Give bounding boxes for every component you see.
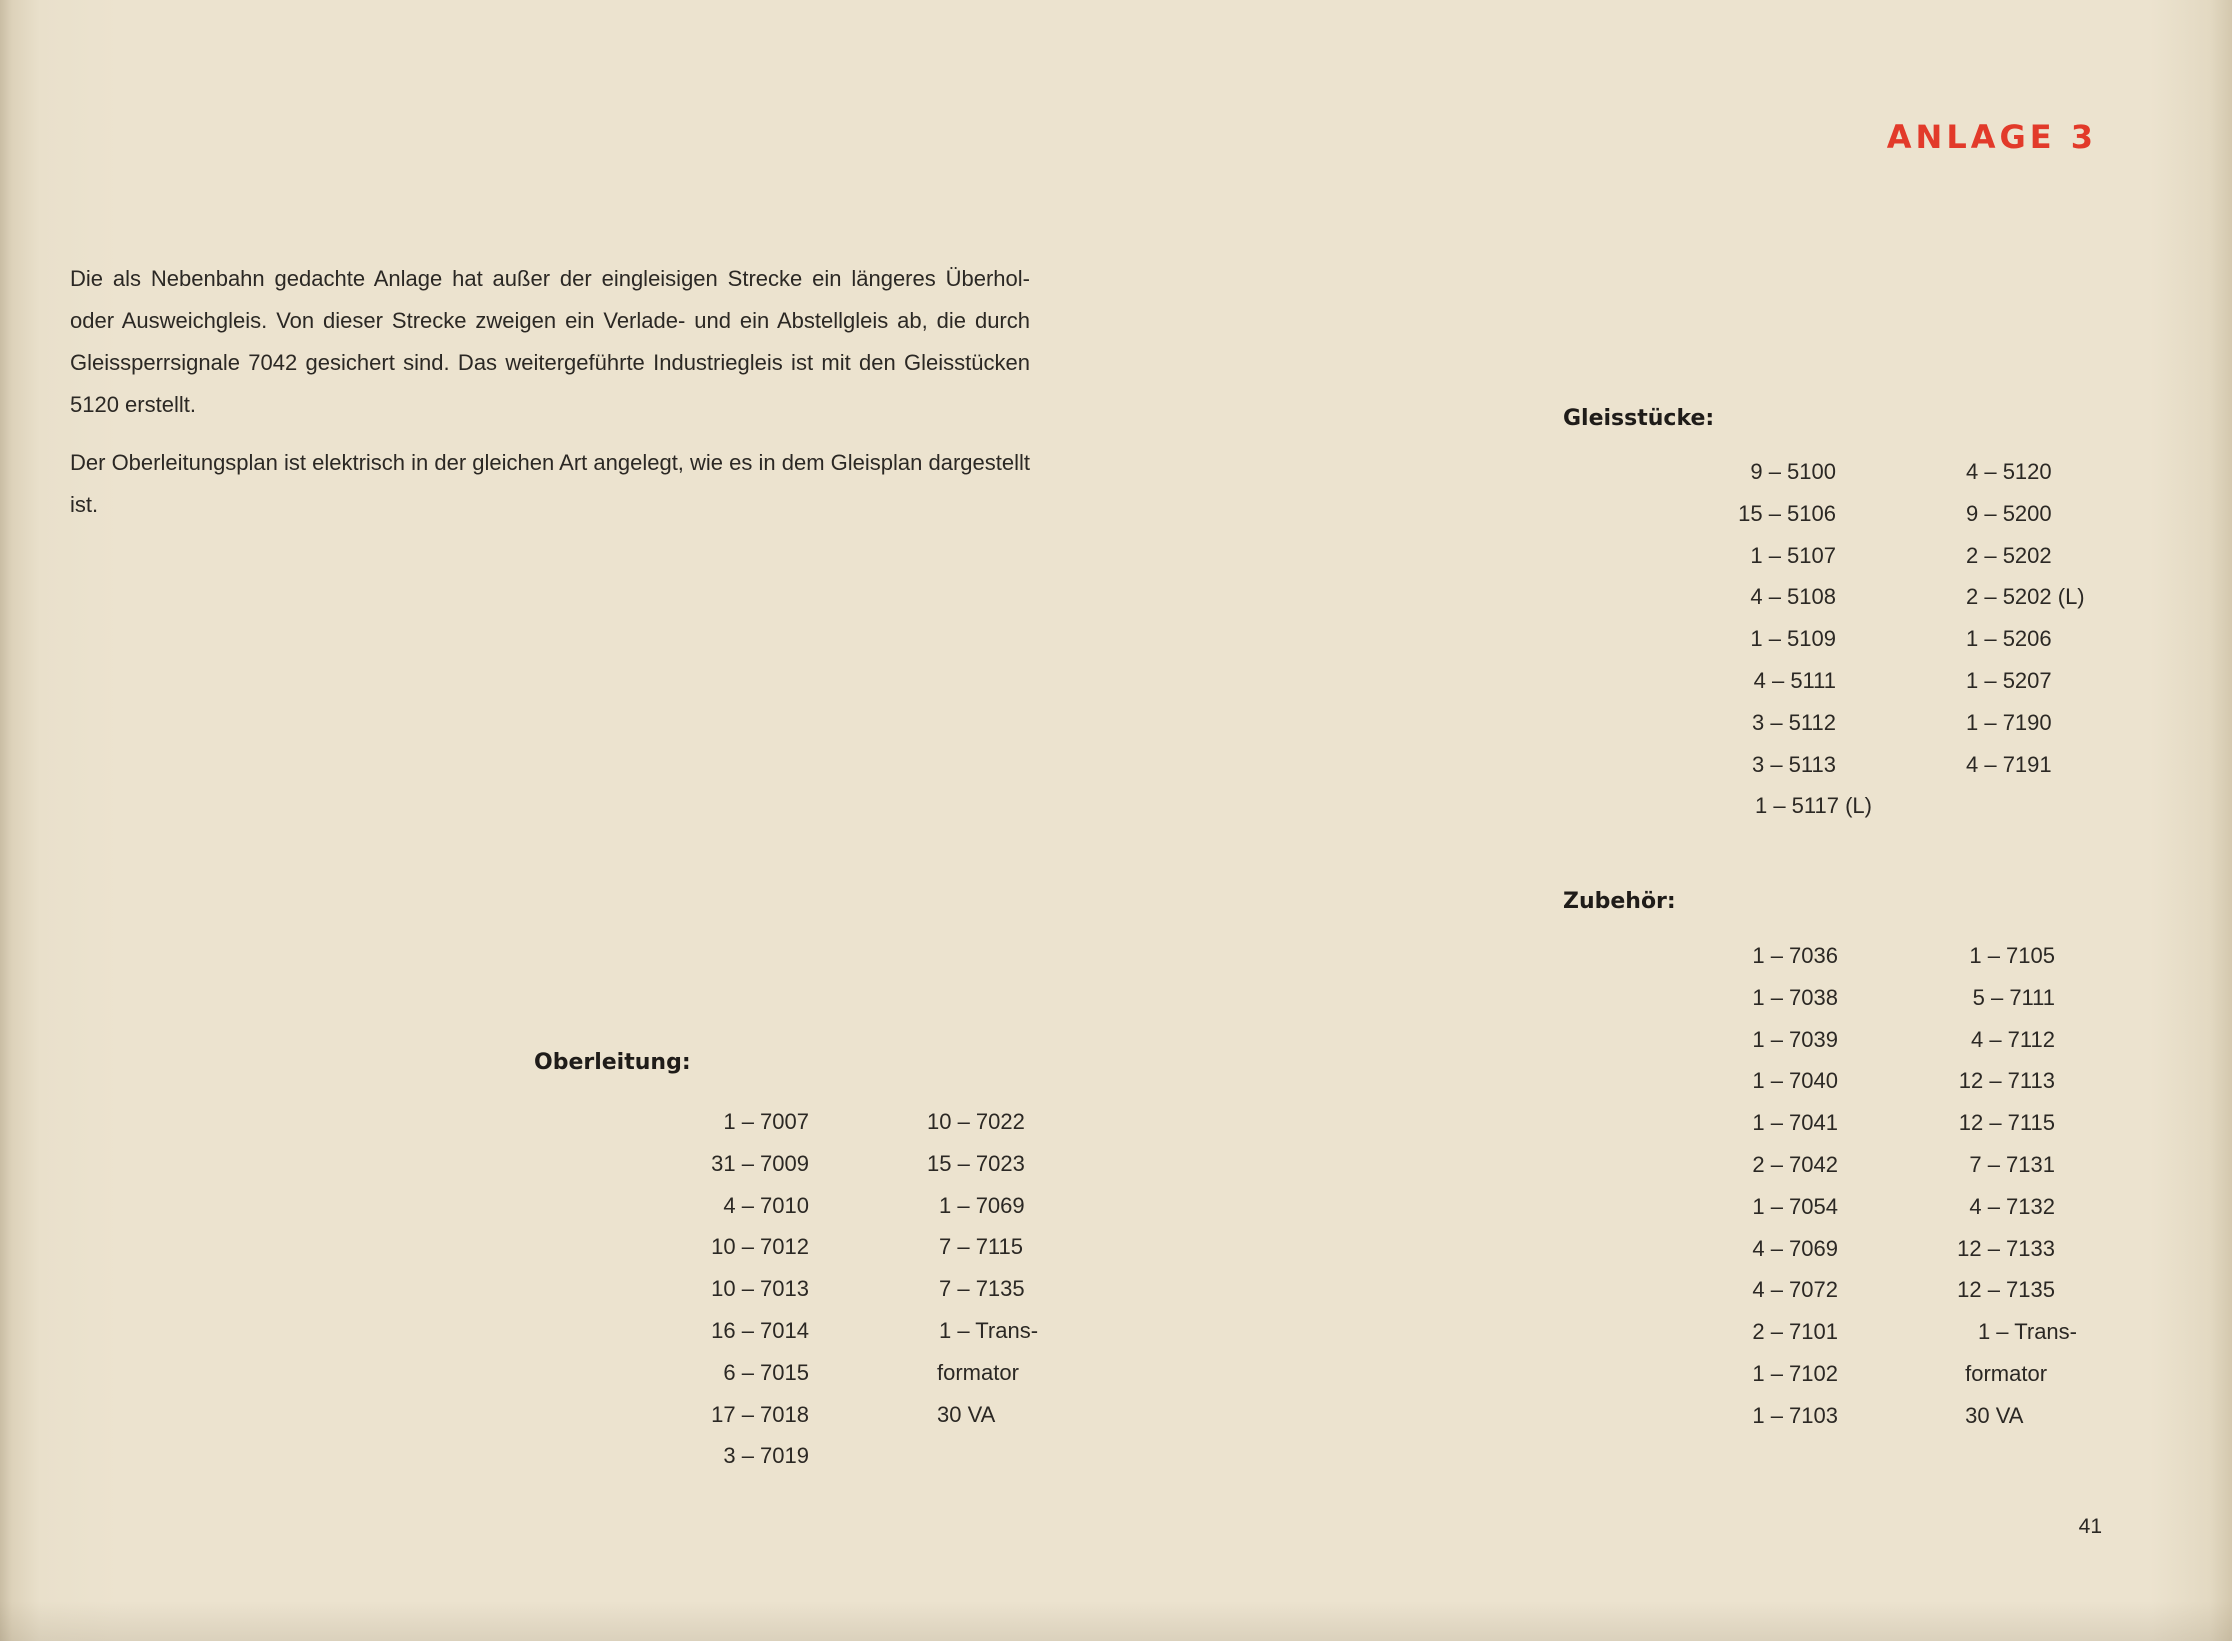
oberleitung-col1	[711, 1101, 809, 1477]
page-number: 41	[2078, 1515, 2102, 1538]
list-item: 1 – 5109	[1750, 626, 1836, 652]
intro-paragraph-2: Der Oberleitungsplan ist elektrisch in der gleichen Art angelegt, wie es in dem Gleisplan dargestellt ist.	[70, 450, 1030, 517]
list-item: 30 VA	[1965, 1402, 2024, 1428]
list-item: 1 – 7038	[1752, 984, 1838, 1010]
list-item: 5 – 7111	[1972, 984, 2055, 1010]
list-item: 7 – 7135	[939, 1276, 1025, 1302]
list-item: 10 – 7013	[711, 1276, 809, 1302]
list-item: 1 – 7103	[1752, 1402, 1838, 1428]
list-item: 4 – 7069	[1752, 1235, 1838, 1261]
list-item: 1 – 5107	[1750, 542, 1836, 568]
list-item: 12 – 7115	[1958, 1110, 2055, 1136]
oberleitung-col2	[927, 1101, 1038, 1435]
list-item: 1 – Trans-	[1977, 1319, 2077, 1345]
list-item: 1 – 7102	[1752, 1360, 1838, 1386]
list-item: 3 – 5113	[1751, 751, 1836, 777]
list-item: 2 – 5202 (L)	[1966, 584, 2085, 610]
list-item: 9 – 5200	[1966, 500, 2052, 526]
list-item: 1 – 5117 (L)	[1754, 793, 1872, 819]
list-item: 1 – 7036	[1752, 943, 1838, 968]
list-item: 1 – 7190	[1966, 709, 2052, 735]
list-item: 31 – 7009	[711, 1150, 809, 1176]
list-item: 15 – 5106	[1738, 500, 1836, 526]
list-item: 2 – 7042	[1752, 1151, 1838, 1177]
list-item: 4 – 7191	[1966, 751, 2052, 777]
list-item: 2 – 7101	[1752, 1319, 1838, 1345]
zubehoer-col2	[1957, 935, 2077, 1437]
oberleitung-title: Oberleitung:	[534, 1050, 691, 1075]
list-item: 1 – 7041	[1752, 1110, 1838, 1136]
list-item: 12 – 7135	[1957, 1277, 2055, 1303]
list-item: 30 VA	[937, 1401, 996, 1427]
list-item: 9 – 5100	[1750, 459, 1836, 484]
list-item: 7 – 7115	[939, 1234, 1024, 1260]
intro-text	[70, 258, 1030, 542]
list-item: 4 – 5120	[1966, 459, 2052, 484]
list-item: 1 – 7069	[939, 1192, 1025, 1218]
list-item: formator	[1965, 1360, 2048, 1386]
list-item: 1 – 7039	[1752, 1026, 1838, 1052]
list-item: 1 – 7105	[1969, 943, 2055, 968]
list-item: 4 – 7072	[1752, 1277, 1838, 1303]
list-item: 4 – 7112	[1970, 1026, 2055, 1052]
list-item: 12 – 7113	[1958, 1068, 2055, 1094]
page-heading: ANLAGE 3	[1886, 118, 2097, 156]
list-item: 4 – 5108	[1750, 584, 1836, 610]
list-item: 1 – 5207	[1966, 667, 2052, 693]
list-item: 4 – 7010	[723, 1192, 809, 1218]
list-item: 1 – 5206	[1966, 626, 2052, 652]
gleisstuecke-title: Gleisstücke:	[1563, 406, 1715, 431]
list-item: 1 – Trans-	[939, 1317, 1039, 1343]
list-item: 17 – 7018	[711, 1401, 809, 1427]
list-item: 7 – 7131	[1969, 1151, 2055, 1177]
list-item: 1 – 7007	[723, 1109, 809, 1134]
gleisstuecke-col1	[1738, 451, 1872, 827]
list-item: 2 – 5202	[1966, 542, 2052, 568]
list-item: 10 – 7012	[711, 1234, 809, 1260]
page-edge-shadow	[0, 1601, 2232, 1641]
list-item: 12 – 7133	[1957, 1235, 2055, 1261]
zubehoer-col1	[1752, 935, 1838, 1437]
list-item: 6 – 7015	[723, 1359, 809, 1385]
zubehoer-title: Zubehör:	[1563, 889, 1676, 914]
list-item: 15 – 7023	[927, 1150, 1025, 1176]
list-item: 1 – 7040	[1752, 1068, 1838, 1094]
list-item: 4 – 5111	[1753, 667, 1836, 693]
list-item: 1 – 7054	[1752, 1193, 1838, 1219]
list-item: 10 – 7022	[927, 1109, 1025, 1134]
list-item: 3 – 5112	[1751, 709, 1836, 735]
gleisstuecke-col2	[1966, 451, 2085, 785]
list-item: 16 – 7014	[711, 1317, 809, 1343]
list-item: 3 – 7019	[723, 1443, 809, 1469]
list-item: 4 – 7132	[1969, 1193, 2055, 1219]
list-item: formator	[937, 1359, 1019, 1385]
intro-paragraph-1: Die als Nebenbahn gedachte Anlage hat außer der eingleisigen Strecke ein längeres Überhol- oder Ausweichgleis. Von dieser Strecke zweigen ein Verlade- und ein Abstellgleis ab, die durch Gleissperrsignale 7042 gesichert sind. Das weitergeführte Industriegleis ist mit den Gleisstücken 5120 erstellt.	[70, 266, 1030, 417]
